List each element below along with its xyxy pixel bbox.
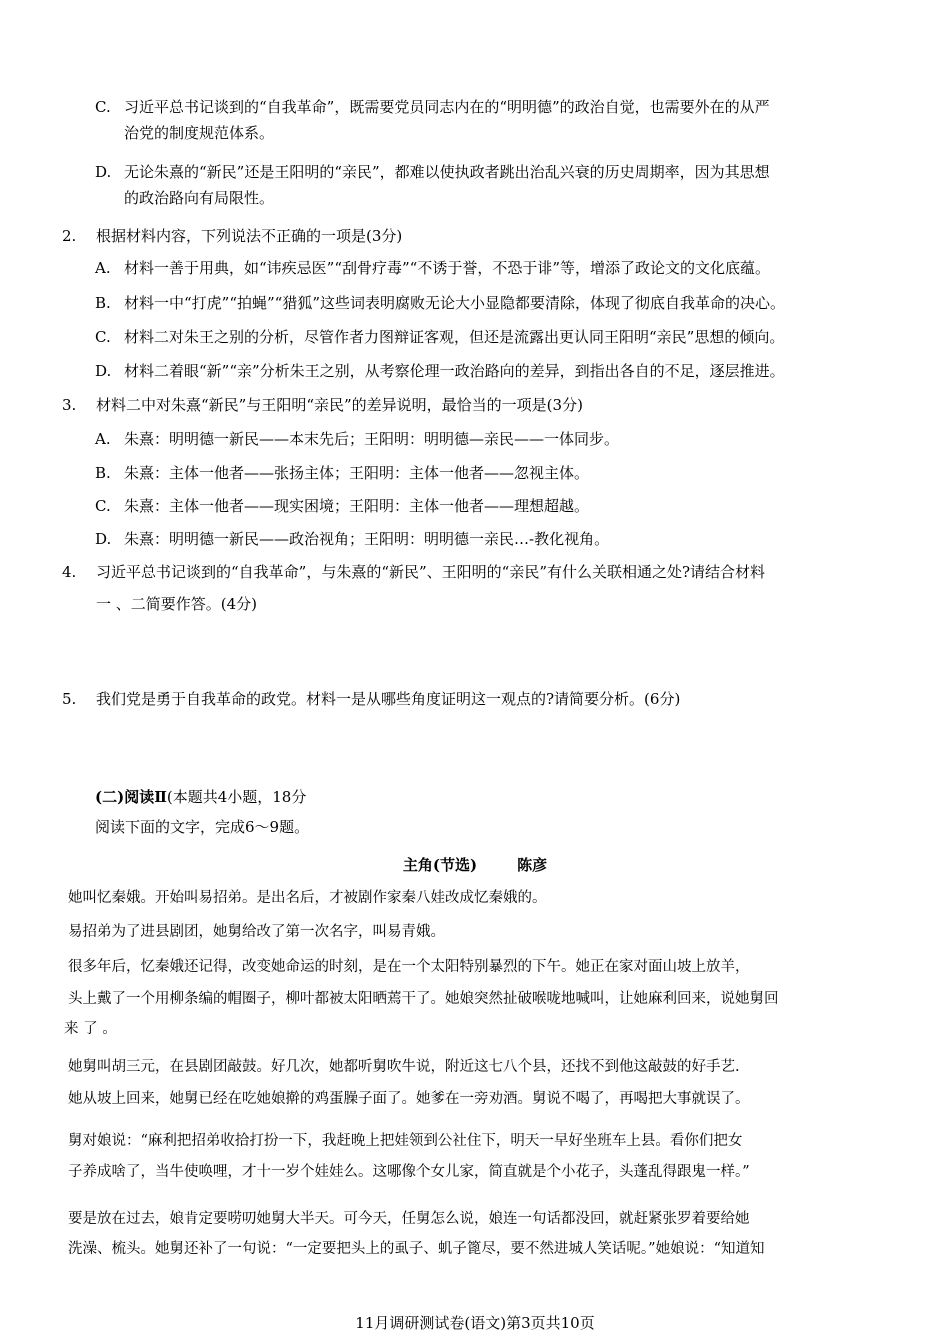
question-number: 3. xyxy=(62,396,77,414)
question-text-line: 习近平总书记谈到的“自我革命”，与朱熹的“新民”、王阳明的“亲民”有什么关联相通之处?请结合材料 xyxy=(96,563,766,581)
paragraph-line: 她叫忆秦娥。开始叫易招弟。是出名后，才被剧作家秦八娃改成忆秦娥的。 xyxy=(68,890,547,906)
option-text: 朱熹：主体一他者——现实困境；王阳明：主体一他者——理想超越。 xyxy=(124,497,590,515)
paragraph-line: 易招弟为了进县剧团，她舅给改了第一次名字，叫易青娥。 xyxy=(68,924,445,940)
paragraph-line: 来 了 。 xyxy=(64,1021,117,1037)
option-text: 朱熹：明明德一新民——政治视角；王阳明：明明德一亲民…-教化视角。 xyxy=(124,530,610,548)
option-text: 材料一中“打虎”“拍蝇”“猎狐”这些词表明腐败无论大小显隐都要清除，体现了彻底自我革命的决心。 xyxy=(124,294,786,312)
option-text: 朱熹：明明德一新民——本末先后；王阳明：明明德—亲民——一体同步。 xyxy=(124,430,620,448)
question-number: 4. xyxy=(62,563,77,581)
section-heading-rest: (本题共4小题，18分 xyxy=(166,788,307,806)
paragraph-line: 舅对娘说：“麻利把招弟收拾打扮一下，我赶晚上把娃领到公社住下，明天一早好坐班车上县。看你们把女 xyxy=(68,1133,743,1149)
story-author: 陈彦 xyxy=(517,856,548,874)
paragraph-line: 要是放在过去，娘肯定要唠叨她舅大半天。可今天，任舅怎么说，娘连一句话都没回，就赶紧张罗着要给她 xyxy=(68,1211,750,1227)
paragraph-line: 很多年后，忆秦娥还记得，改变她命运的时刻，是在一个太阳特别暴烈的下午。她正在家对面山坡上放羊， xyxy=(68,959,750,975)
section-heading xyxy=(95,787,306,807)
option-text-line: 治党的制度规范体系。 xyxy=(124,124,275,142)
option-label: C. xyxy=(95,98,111,116)
option-text-line: 的政治路向有局限性。 xyxy=(124,189,275,207)
section-instruction: 阅读下面的文字，完成6～9题。 xyxy=(95,818,310,836)
paragraph-line: 子养成啥了，当牛使唤哩，才十一岁个娃娃么。这哪像个女儿家，简直就是个小花子，头蓬乱得跟鬼一样。” xyxy=(68,1164,750,1180)
section-heading-bold: (二)阅读Ⅱ xyxy=(95,788,167,806)
page-footer: 11月调研测试卷(语文)第3页共10页 xyxy=(355,1314,595,1332)
option-text-line: 习近平总书记谈到的“自我革命”，既需要党员同志内在的“明明德”的政治自觉，也需要外在的从严 xyxy=(124,98,770,116)
option-text: 材料二着眼“新”“亲”分析朱王之别，从考察伦理一政治路向的差异，到指出各自的不足，逐层推进。 xyxy=(124,362,785,380)
paragraph-line: 洗澡、梳头。她舅还补了一句说：“一定要把头上的虱子、虮子篦尽，要不然进城人笑话呢。”她娘说：“知道知 xyxy=(68,1241,765,1257)
question-stem: 材料二中对朱熹“新民”与王阳明“亲民”的差异说明，最恰当的一项是(3分) xyxy=(96,396,583,414)
option-label: B. xyxy=(95,294,111,312)
question-stem: 根据材料内容，下列说法不正确的一项是(3分) xyxy=(96,227,403,245)
paragraph-line: 头上戴了一个用柳条编的帽圈子，柳叶都被太阳晒蔫干了。她娘突然扯破喉咙地喊叫，让她麻利回来，说她舅回 xyxy=(68,991,779,1007)
option-label: D. xyxy=(95,163,112,181)
option-label: B. xyxy=(95,464,111,482)
story-title: 主角(节选) xyxy=(402,856,478,874)
question-text-line: 一 、二简要作答。(4分) xyxy=(96,595,258,613)
option-label: C. xyxy=(95,328,111,346)
option-label: D. xyxy=(95,362,112,380)
paragraph-line: 她舅叫胡三元，在县剧团敲鼓。好几次，她都听舅吹牛说，附近这七八个县，还找不到他这敲鼓的好手艺. xyxy=(68,1059,740,1075)
question-number: 2. xyxy=(62,227,77,245)
question-text: 我们党是勇于自我革命的政党。材料一是从哪些角度证明这一观点的?请简要分析。(6分) xyxy=(96,690,681,708)
option-label: C. xyxy=(95,497,111,515)
option-label: A. xyxy=(95,430,111,448)
option-label: A. xyxy=(95,259,111,277)
question-number: 5. xyxy=(62,690,77,708)
option-text: 朱熹：主体一他者——张扬主体；王阳明：主体一他者——忽视主体。 xyxy=(124,464,590,482)
option-text: 材料二对朱王之别的分析，尽管作者力图辩证客观，但还是流露出更认同王阳明“亲民”思想的倾向。 xyxy=(124,328,785,346)
paragraph-line: 她从坡上回来，她舅已经在吃她娘擀的鸡蛋臊子面了。她爹在一旁劝酒。舅说不喝了，再喝把大事就误了。 xyxy=(68,1091,750,1107)
option-text-line: 无论朱熹的“新民”还是王阳明的“亲民”，都难以使执政者跳出治乱兴衰的历史周期率，因为其思想 xyxy=(124,163,770,181)
option-text: 材料一善于用典，如“讳疾忌医”“刮骨疗毒”“不诱于誉，不恐于诽”等，增添了政论文的文化底蕴。 xyxy=(124,259,771,277)
story-title-line xyxy=(0,854,950,875)
option-label: D. xyxy=(95,530,112,548)
